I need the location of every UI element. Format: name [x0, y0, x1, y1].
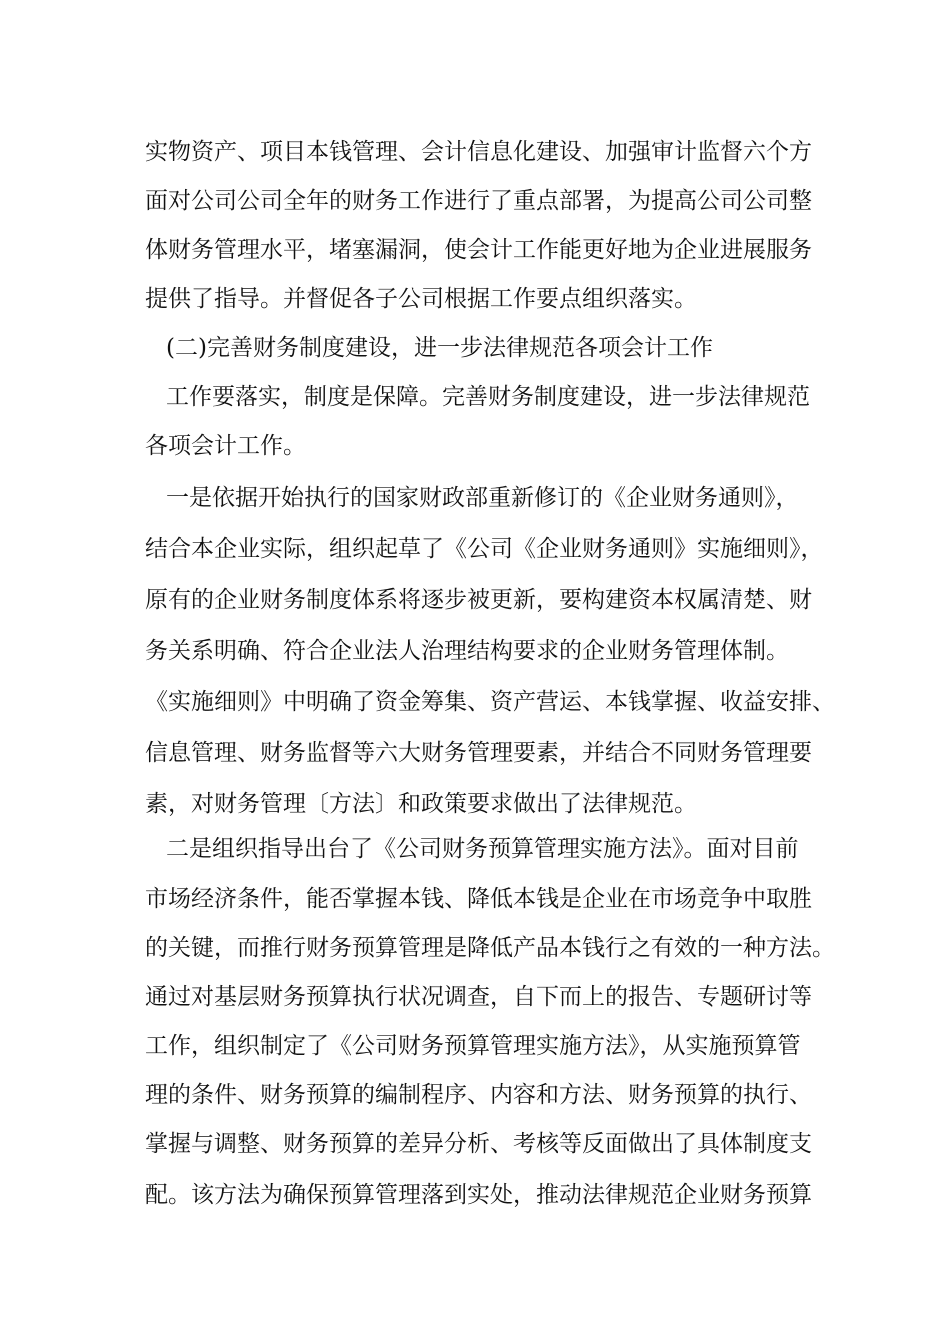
text-line-10: 原有的企业财务制度体系将逐步被更新，要构建资本权属清楚、财 — [145, 587, 812, 613]
text-line-22: 配。该方法为确保预算管理落到实处，推动法律规范企业财务预算 — [145, 1182, 812, 1208]
text-line-1: 实物资产、项目本钱管理、会计信息化建设、加强审计监督六个方 — [145, 139, 812, 165]
text-line-12: 《实施细则》中明确了资金筹集、资产营运、本钱掌握、收益安排、 — [145, 689, 835, 715]
text-line-6: 工作要落实，制度是保障。完善财务制度建设，进一步法律规范 — [166, 384, 810, 410]
text-line-4: 提供了指导。并督促各子公司根据工作要点组织落实。 — [145, 286, 697, 312]
text-line-8: 一是依据开始执行的国家财政部重新修订的《企业财务通则》， — [166, 485, 799, 511]
text-line-11: 务关系明确、符合企业法人治理结构要求的企业财务管理体制。 — [145, 638, 789, 664]
text-line-21: 掌握与调整、财务预算的差异分析、考核等反面做出了具体制度支 — [145, 1131, 812, 1157]
text-line-16: 市场经济条件，能否掌握本钱、降低本钱是企业在市场竞争中取胜 — [145, 886, 812, 912]
text-line-19: 工作，组织制定了《公司财务预算管理实施方法》，从实施预算管 — [145, 1033, 801, 1059]
text-line-15: 二是组织指导出台了《公司财务预算管理实施方法》。面对目前 — [166, 836, 799, 862]
text-line-2: 面对公司公司全年的财务工作进行了重点部署，为提高公司公司整 — [145, 188, 812, 214]
text-line-14: 素，对财务管理〔方法〕和政策要求做出了法律规范。 — [145, 791, 697, 817]
text-line-13: 信息管理、财务监督等六大财务管理要素，并结合不同财务管理要 — [145, 740, 812, 766]
text-line-7: 各项会计工作。 — [145, 433, 306, 459]
text-line-20: 理的条件、财务预算的编制程序、内容和方法、财务预算的执行、 — [145, 1082, 812, 1108]
section-heading: (二)完善财务制度建设，进一步法律规范各项会计工作 — [166, 335, 713, 361]
text-line-18: 通过对基层财务预算执行状况调查，自下而上的报告、专题研讨等 — [145, 984, 812, 1010]
text-line-17: 的关键，而推行财务预算管理是降低产品本钱行之有效的一种方法。 — [145, 935, 835, 961]
text-line-3: 体财务管理水平，堵塞漏洞，使会计工作能更好地为企业进展服务 — [145, 237, 812, 263]
text-line-9: 结合本企业实际，组织起草了《公司《企业财务通则》实施细则》， — [145, 536, 824, 562]
